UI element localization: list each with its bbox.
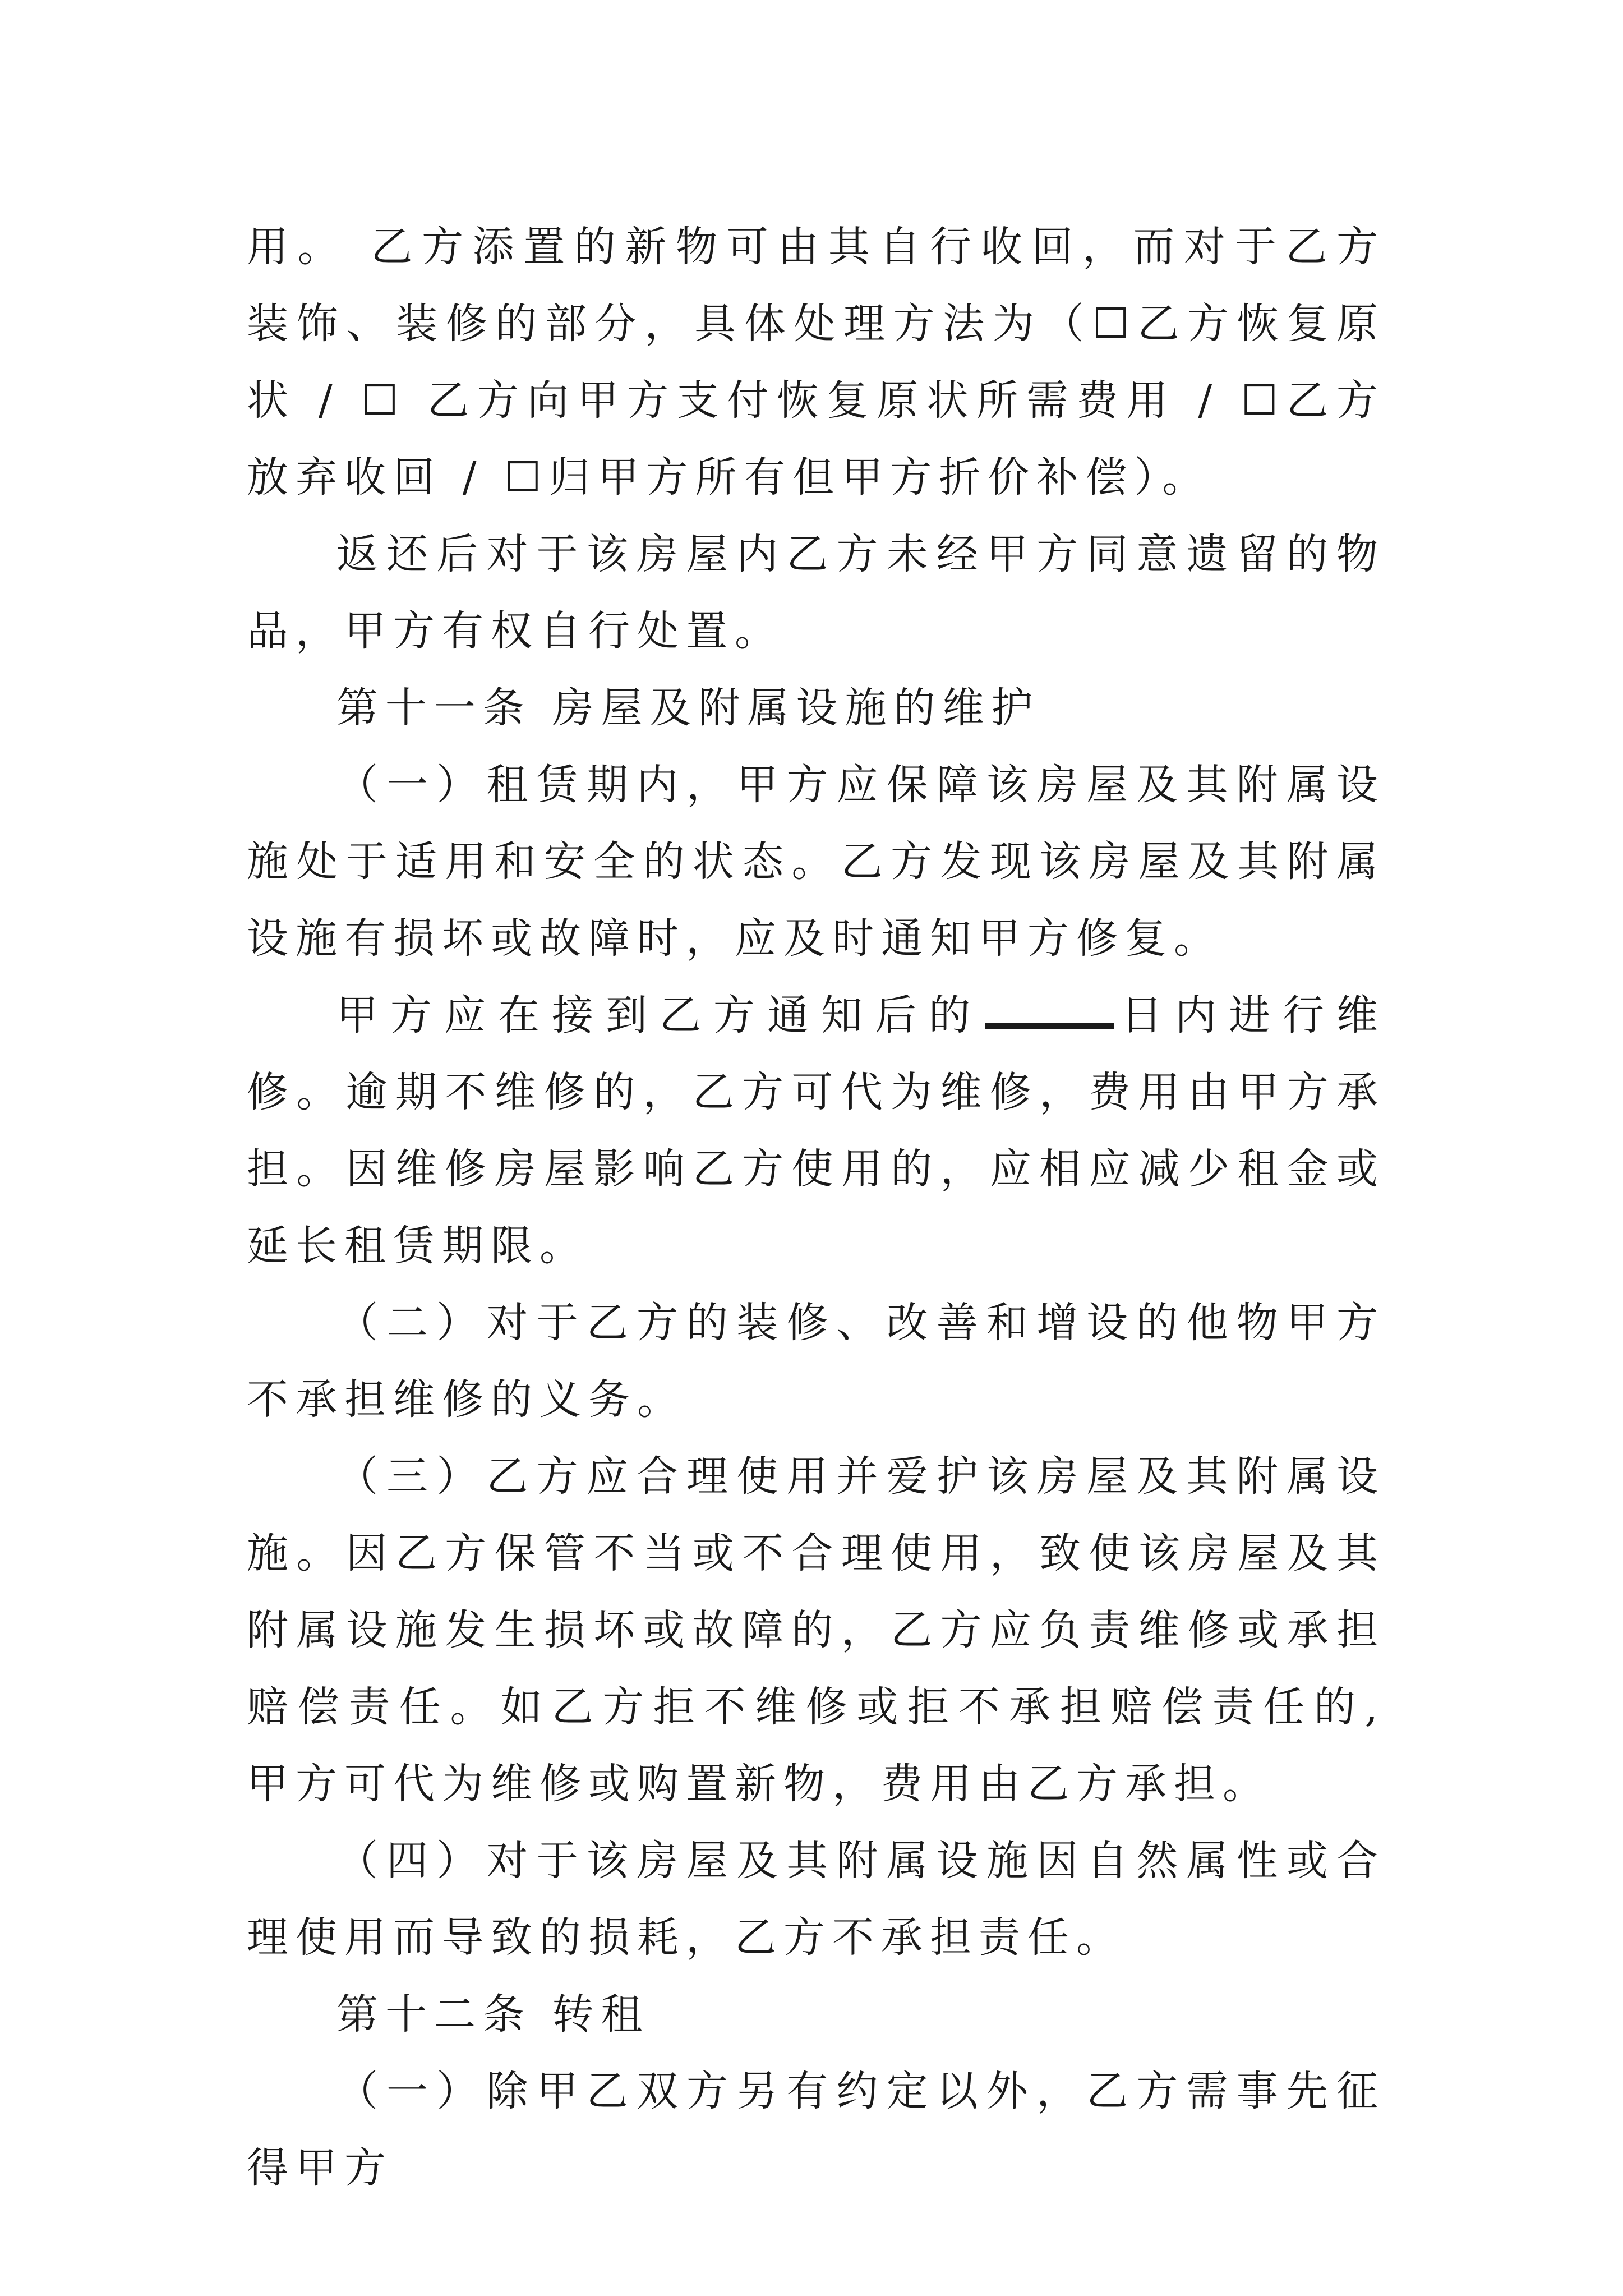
paragraph-repair-deadline <box>247 977 1385 1285</box>
paragraph-11-4 <box>247 1823 1385 1976</box>
paragraph-text: （四）对于该房屋及其附属设施因自然属性或合理使用而导致的损耗，乙方不承担责任。 <box>247 1837 1385 1962</box>
heading-text: 第十二条 转租 <box>336 1990 650 2039</box>
article-12-heading <box>247 1976 1385 2053</box>
paragraph-text: （三）乙方应合理使用并爱护该房屋及其附属设施。因乙方保管不当或不合理使用，致使该房屋及其附属设施发生损坏或故障的，乙方应负责维修或承担赔偿责任。如乙方拒不维修或拒不承担赔偿责任的,甲方可代为维修或购置新物，费用由乙方承担。 <box>247 1452 1385 1808</box>
paragraph-text: 日内进行维修。逾期不维修的，乙方可代为维修，费用由甲方承担。因维修房屋影响乙方使用的，应相应减少租金或延长租赁期限。 <box>247 991 1385 1270</box>
document-page <box>247 209 1385 2207</box>
paragraph-text: 用。 乙方添置的新物可由其自行收回，而对于乙方装饰、装修的部分，具体处理方法为（☐乙方恢复原状 / ☐ 乙方向甲方支付恢复原状所需费用 / ☐乙方放弃收回 / ☐归甲方所有但甲方折价补偿）。 <box>247 223 1385 501</box>
paragraph-text: （一）除甲乙双方另有约定以外，乙方需事先征得甲方 <box>247 2067 1385 2192</box>
fill-in-blank <box>985 1023 1114 1029</box>
paragraph-11-1 <box>247 747 1385 977</box>
paragraph-text: （一）租赁期内，甲方应保障该房屋及其附属设施处于适用和安全的状态。乙方发现该房屋及其附属设施有损坏或故障时，应及时通知甲方修复。 <box>247 761 1385 963</box>
article-11-heading <box>247 670 1385 747</box>
paragraph-12-1 <box>247 2053 1385 2207</box>
paragraph-text: （二）对于乙方的装修、改善和增设的他物甲方不承担维修的义务。 <box>247 1299 1385 1424</box>
paragraph-decoration-handling <box>247 209 1385 516</box>
paragraph-11-3 <box>247 1438 1385 1823</box>
paragraph-leftover-items <box>247 516 1385 670</box>
paragraph-text: 甲方应在接到乙方通知后的 <box>336 991 983 1039</box>
heading-text: 第十一条 房屋及附属设施的维护 <box>336 684 1040 732</box>
paragraph-text: 返还后对于该房屋内乙方未经甲方同意遗留的物品，甲方有权自行处置。 <box>247 530 1385 655</box>
paragraph-11-2 <box>247 1285 1385 1438</box>
